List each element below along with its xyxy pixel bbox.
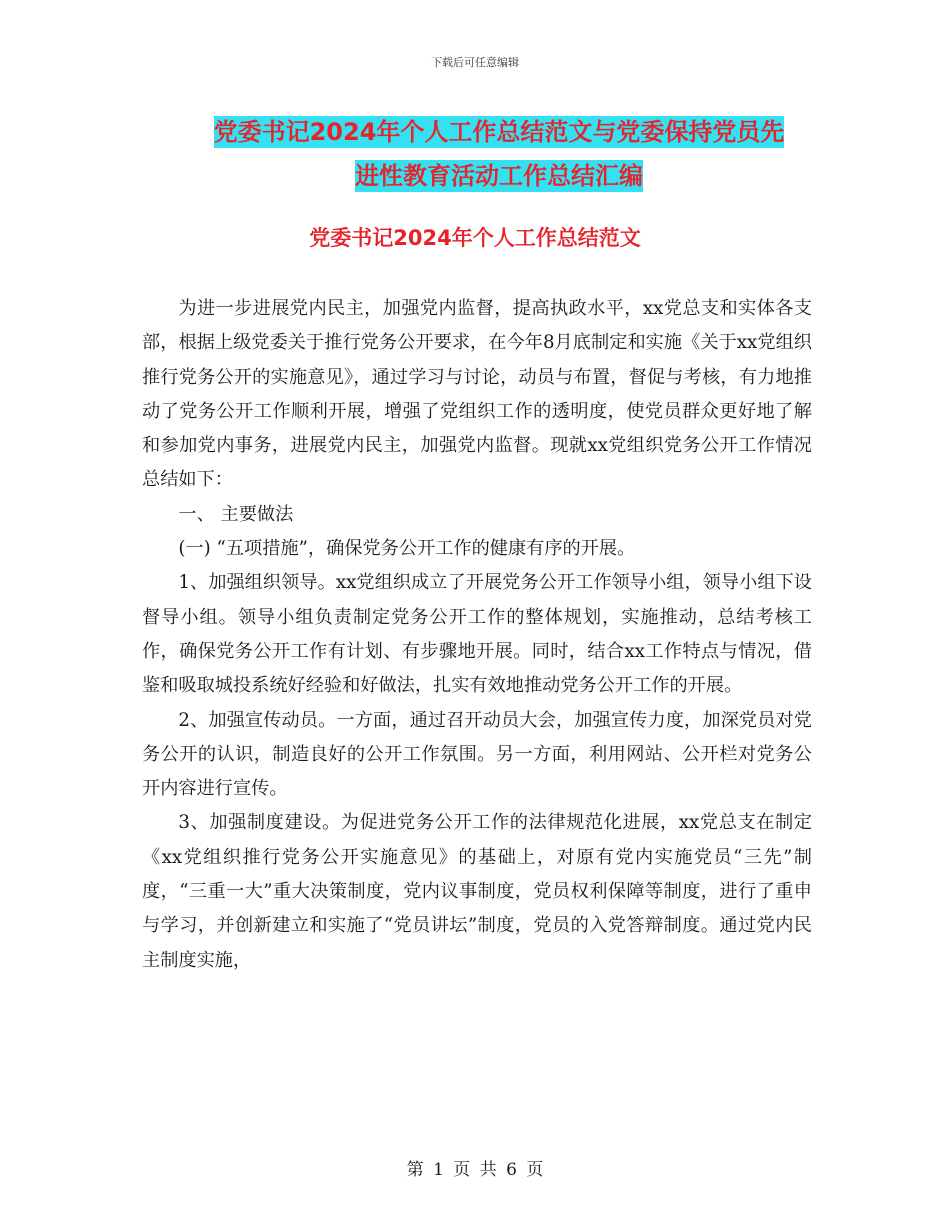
paragraph: 1、加强组织领导。xx党组织成立了开展党务公开工作领导小组，领导小组下设督导小组。领导小组负责制定党务公开工作的整体规划，实施推动，总结考核工作，确保党务公开工作有计划、有步骤地开展。同时，结合xx工作特点与情况，借鉴和吸取城投系统好经验和好做法，扎实有效地推动党务公开工作的开展。 xyxy=(142,572,812,697)
paragraph: 2、加强宣传动员。一方面，通过召开动员大会，加强宣传力度，加深党员对党务公开的认识，制造良好的公开工作氛围。另一方面，利用网站、公开栏对党务公开内容进行宣传。 xyxy=(142,709,812,800)
section-title: 党委书记2024年个人工作总结范文 xyxy=(309,226,641,250)
page-footer: 第 1 页 共 6 页 xyxy=(406,1160,544,1180)
document-title-line-2: 进性教育活动工作总结汇编 xyxy=(355,162,643,190)
subheading-five-measures: (一) “五项措施”，确保党务公开工作的健康有序的开展。 xyxy=(178,538,636,560)
header-note: 下载后可任意编辑 xyxy=(431,56,519,69)
paragraph: 3、加强制度建设。为促进党务公开工作的法律规范化进展，xx党总支在制定《xx党组织推行党务公开实施意见》的基础上，对原有党内实施党员“三先”制度，“三重一大”重大决策制度，党内议事制度，党员权利保障等制度，进行了重申与学习，并创新建立和实施了“党员讲坛”制度，党员的入党答辩制度。通过党内民主制度实施， xyxy=(142,812,812,971)
document-body xyxy=(142,292,812,978)
document-title-line-1: 党委书记2024年个人工作总结范文与党委保持党员先 xyxy=(213,118,785,146)
document-title xyxy=(188,110,810,198)
heading-main-practices: 一、 主要做法 xyxy=(178,503,294,525)
paragraph: 为进一步进展党内民主，加强党内监督，提高执政水平，xx党总支和实体各支部，根据上级党委关于推行党务公开要求，在今年8月底制定和实施《关于xx党组织推行党务公开的实施意见》，通过学习与讨论，动员与布置，督促与考核，有力地推动了党务公开工作顺利开展，增强了党组织工作的透明度，使党员群众更好地了解和参加党内事务，进展党内民主，加强党内监督。现就xx党组织党务公开工作情况总结如下： xyxy=(142,298,812,491)
